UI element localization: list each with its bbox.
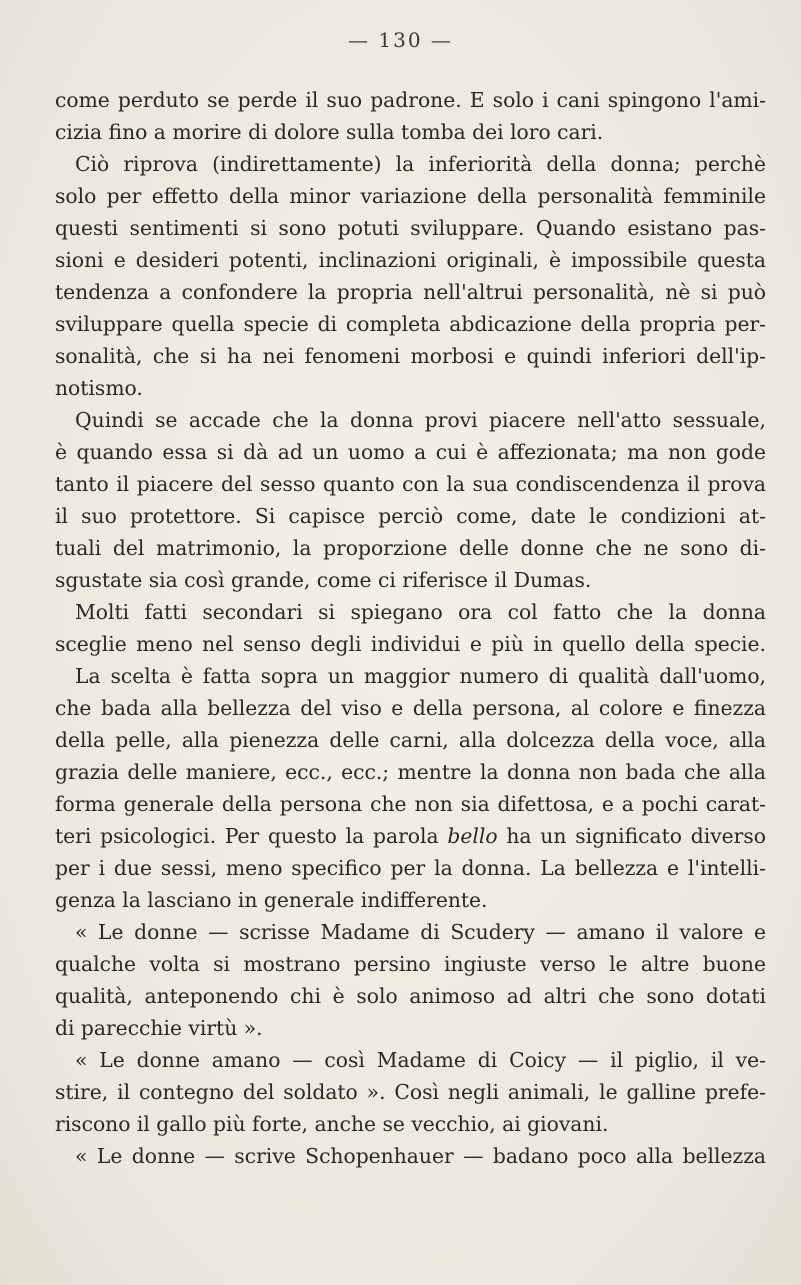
text-line xyxy=(55,276,766,308)
text-line xyxy=(55,820,766,852)
text-line-content: come perduto se perde il suo padrone. E solo i cani spingono l'ami- xyxy=(55,88,766,112)
text-line-content: sviluppare quella specie di completa abdicazione della propria per- xyxy=(55,312,766,336)
text-line xyxy=(55,1140,766,1172)
text-line-content: « Le donne — scrisse Madame di Scudery — amano il valore e xyxy=(75,920,766,944)
text-line xyxy=(55,500,766,532)
text-line-content: della pelle, alla pienezza delle carni, alla dolcezza della voce, alla xyxy=(55,728,766,752)
text-line-content: stire, il contegno del soldato ». Così negli animali, le galline prefe- xyxy=(55,1080,766,1104)
text-line-content: il suo protettore. Si capisce perciò come, date le condizioni at- xyxy=(55,504,766,528)
text-line xyxy=(55,404,766,436)
text-line-content: di parecchie virtù ». xyxy=(55,1016,263,1040)
italic-word: bello xyxy=(447,824,498,848)
text-line-content: Quindi se accade che la donna provi piacere nell'atto sessuale, xyxy=(75,408,766,432)
text-line xyxy=(55,148,766,180)
text-line xyxy=(55,308,766,340)
text-line-content: forma generale della persona che non sia difettosa, e a pochi carat- xyxy=(55,792,766,816)
text-line xyxy=(55,1012,766,1044)
text-line xyxy=(55,948,766,980)
text-line-content: Ciò riprova (indirettamente) la inferiorità della donna; perchè xyxy=(75,152,766,176)
text-line xyxy=(55,628,766,660)
text-line xyxy=(55,436,766,468)
text-line xyxy=(55,916,766,948)
text-line-content: per i due sessi, meno specifico per la donna. La bellezza e l'intelli- xyxy=(55,856,766,880)
text-line-content: tendenza a confondere la propria nell'altrui personalità, nè si può xyxy=(55,280,766,304)
text-line-content: « Le donne — scrive Schopenhauer — badano poco alla bellezza xyxy=(75,1144,766,1168)
text-line xyxy=(55,116,766,148)
text-line xyxy=(55,756,766,788)
text-line xyxy=(55,852,766,884)
text-line-content: cizia fino a morire di dolore sulla tomba dei loro cari. xyxy=(55,120,604,144)
text-line-content: sioni e desideri potenti, inclinazioni originali, è impossibile questa xyxy=(55,248,766,272)
text-line-content: qualità, anteponendo chi è solo animoso ad altri che sono dotati xyxy=(55,984,766,1008)
text-line-content: sgustate sia così grande, come ci riferisce il Dumas. xyxy=(55,568,592,592)
text-line-content: questi sentimenti si sono potuti sviluppare. Quando esistano pas- xyxy=(55,216,766,240)
body-text xyxy=(55,84,766,1172)
text-line xyxy=(55,596,766,628)
text-line xyxy=(55,564,766,596)
text-line-content: sonalità, che si ha nei fenomeni morbosi e quindi inferiori dell'ip- xyxy=(55,344,766,368)
text-line-content: tanto il piacere del sesso quanto con la sua condiscendenza il prova xyxy=(55,472,766,496)
text-line xyxy=(55,244,766,276)
text-line xyxy=(55,1044,766,1076)
text-line xyxy=(55,212,766,244)
text-line-content: grazia delle maniere, ecc., ecc.; mentre la donna non bada che alla xyxy=(55,760,766,784)
text-line xyxy=(55,788,766,820)
text-line xyxy=(55,884,766,916)
text-line-content: qualche volta si mostrano persino ingiuste verso le altre buone xyxy=(55,952,766,976)
text-line xyxy=(55,468,766,500)
page-number: — 130 — xyxy=(348,28,453,52)
text-line xyxy=(55,180,766,212)
text-line xyxy=(55,692,766,724)
text-line-content: notismo. xyxy=(55,376,143,400)
text-line-content: che bada alla bellezza del viso e della persona, al colore e finezza xyxy=(55,696,766,720)
text-line xyxy=(55,340,766,372)
text-line-content: teri psicologici. Per questo la parola xyxy=(55,824,439,848)
text-line-content: « Le donne amano — così Madame di Coicy — il piglio, il ve- xyxy=(75,1048,766,1072)
text-line-content: è quando essa si dà ad un uomo a cui è affezionata; ma non gode xyxy=(55,440,766,464)
text-line-content: riscono il gallo più forte, anche se vecchio, ai giovani. xyxy=(55,1112,609,1136)
text-line-content: solo per effetto della minor variazione della personalità femminile xyxy=(55,184,766,208)
text-line-continuation: ha un significato diverso xyxy=(506,824,766,848)
text-line-content: tuali del matrimonio, la proporzione delle donne che ne sono di- xyxy=(55,536,766,560)
text-line xyxy=(55,84,766,116)
text-line xyxy=(55,1076,766,1108)
text-line-content: genza la lasciano in generale indifferente. xyxy=(55,888,488,912)
text-line xyxy=(55,980,766,1012)
text-line xyxy=(55,372,766,404)
text-line-content: La scelta è fatta sopra un maggior numero di qualità dall'uomo, xyxy=(75,664,766,688)
text-line xyxy=(55,532,766,564)
text-line xyxy=(55,660,766,692)
text-line-content: Molti fatti secondari si spiegano ora col fatto che la donna xyxy=(75,600,766,624)
text-line xyxy=(55,1108,766,1140)
text-line-content: sceglie meno nel senso degli individui e più in quello della specie. xyxy=(55,632,766,656)
text-line xyxy=(55,724,766,756)
